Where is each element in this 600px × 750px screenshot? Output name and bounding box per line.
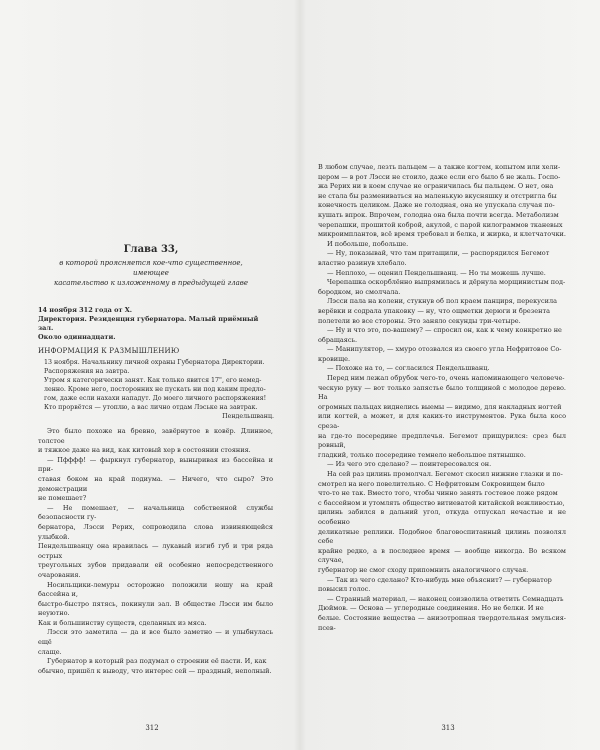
text-line: деликатные реплики. Подобное благовоспитанный цилинь позволял себе (318, 527, 566, 546)
text-line: или когтей, а может, и для каких-то инструментов. Рука была косо среза- (318, 412, 566, 431)
text-line: гладкий, только посередине темнело небольшое пятнышко. (318, 450, 526, 459)
text-line: Как и большинству существ, сделанных из мяса. (38, 618, 207, 627)
text-line: что-то не так. Вместо того, чтобы чинно занять гостевое ложе рядом (318, 489, 558, 498)
text-line: Дюймов. — Основа — углеродные соединения. Но не белки. И не (318, 604, 544, 613)
text-line: Носильщики-лемуры осторожно положили ношу на край бассейна и, (38, 580, 273, 599)
text-line: не стала бы размениваться на маленькую вкусняшку и отстригла бы (318, 191, 557, 200)
text-line: треугольных зубов придавали ей особенно непосредственного очарования. (38, 561, 273, 579)
text-line: цилинь забился в дальний угол, откуда отпускал нечастые и не особенно (318, 508, 566, 526)
info-line: гом, даже если нахахи нападут. До моего личного распоряжения! (44, 395, 267, 402)
text-line: властно разинув хлебало. (318, 258, 407, 267)
right-page (304, 0, 594, 750)
text-line: бернатора, Лэсси Рерих, сопроводила слова извиняющейся улыбкой. (38, 522, 273, 541)
text-line: — Пфффф! — фыркнул губернатор, выныривая из бассейна и при- (38, 455, 273, 474)
text-line: и тяжкое даже на вид, как китовый хер в состоянии стояния. (38, 446, 251, 455)
info-signature: Пендельшванц. (222, 413, 274, 420)
text-line: кушать впрок. Впрочем, голодна она была почти всегда. Метаболизм (318, 210, 559, 219)
location-line: Директория. Резиденция губернатора. Малый приёмный зал. (38, 315, 259, 332)
chapter-subtitle-line: в которой проясняется кое-что существенное, имеющее (59, 259, 243, 277)
text-line: смотрел на него повелительно. С Нефритовым Сокровищем было (318, 479, 545, 488)
text-line: На сей раз цилинь промолчал. Бегемот скосил нижние глазки и по- (327, 470, 563, 478)
text-line: быстро-быстро пятясь, покинули зал. В обществе Лэсси им было неуютно. (38, 599, 273, 618)
chapter-title: Глава 33, (123, 244, 179, 255)
text-line: крайне редко, а в последнее время — вообще никогда. Во всяком случае, (318, 546, 566, 565)
info-line: ленно. Кроме него, посторонних не пускать ни под каким предло- (44, 386, 266, 393)
text-line: бородком, но смолчала. (318, 287, 401, 296)
right-body-text (318, 163, 566, 633)
text-line: черепашки, прошитой коброй, акулой, с парой килограммов тканевых (318, 220, 563, 229)
text-line: не помешает? (38, 494, 87, 503)
text-line: Губернатор в который раз подумал о строении её пасти. И, как (47, 657, 267, 666)
text-line: цером — в рот Лэсси не стоило, даже если его было б не жаль. Госпо- (318, 172, 561, 181)
text-line: кровище. (318, 354, 351, 363)
text-line: повысил голос. (318, 585, 371, 594)
left-body-text (38, 427, 273, 676)
text-line: обращаясь. (318, 335, 358, 344)
text-line: на где-то посередине предплечья. Бегемот прищурился: срез был ровный, (318, 431, 566, 450)
text-line: конечность целиком. Даже не голодная, она не упускала случая по- (318, 201, 555, 210)
text-line: губернатор не смог сходу припомнить аналогичного случая. (318, 565, 529, 574)
date-location-block (38, 306, 268, 342)
text-line: — Манипулятор, — хмуро отозвался из своего угла Нефритовое Со- (327, 345, 562, 354)
text-line: Лэсси пала на колени, стукнув об пол краем панциря, перекусила (327, 297, 557, 306)
text-line: — Похоже на то, — согласился Пендельшванц. (327, 364, 490, 373)
info-line: Утром я категорически занят. Как только явится 17", его немед- (44, 377, 262, 384)
text-line: Лэсси это заметила — да и все было заметно — и улыбнулась ещё (38, 628, 273, 647)
text-line: белые. Состояние вещества — анизотропная твердотельная эмульсия-псев- (318, 613, 566, 632)
text-line: — Из чего это сделано? — поинтересовался он. (327, 460, 492, 469)
text-line: — Не помешает, — начальница собственной службы безопасности гу- (38, 503, 273, 522)
text-line: с бассейном и утомлять общество витиеватой китайской вежливостью, (318, 498, 565, 507)
text-line: — Странный материал, — наконец соизволила ответить Семнадцать (327, 594, 564, 603)
text-line: полетели во все стороны. Это заняло секунды три-четыре. (318, 316, 521, 325)
text-line: — Ну, показывай, что там притащили, — распорядился Бегемот (327, 249, 550, 258)
info-note (44, 358, 274, 421)
text-line: — Так из чего сделано? Кто-нибудь мне объяснит? — губернатор (327, 575, 552, 584)
text-line: верёвки и содрала упаковку — ну, что ощметки дерюги и брезента (318, 306, 550, 315)
page-number: 313 (441, 724, 455, 732)
left-page (6, 0, 296, 750)
text-line: Черепашка оскорблённо выпрямилась и дёрнула морщинистым под- (327, 278, 566, 287)
chapter-subtitle (46, 258, 256, 288)
text-line: Пендельшванцу она нравилась — лукавый изгиб губ и три ряда острых (38, 542, 273, 560)
page-number: 312 (145, 724, 159, 732)
info-line: Распоряжения на завтра. (44, 368, 130, 375)
text-line: жа Рерих ни в коем случае не ограничилась бы пальцем. О нет, она (318, 182, 554, 191)
text-line: слаще. (38, 647, 62, 656)
text-line: Перед ним лежал обрубок чего-то, очень напоминающего человече- (327, 374, 565, 383)
info-line: 13 ноября. Начальнику личной охраны Губернатора Директории. (44, 359, 265, 366)
text-line: — Ну и что это, по-вашему? — спросил он, как к чему конкретно не (327, 326, 562, 335)
text-line: ставая боком на край подиума. — Ничего, что сыро? Это демонстрации (38, 474, 273, 493)
text-line: ческую руку — вот только запястье было толщиной с молодое дерево. На (318, 383, 566, 402)
chapter-subtitle-line: касательство к изложенному в предыдущей главе (54, 279, 248, 287)
info-heading: ИНФОРМАЦИЯ К РАЗМЫШЛЕНИЮ (38, 347, 180, 355)
text-line: Это было похоже на бревно, завёрнутое в ковёр. Длинное, толстое (38, 427, 273, 445)
time-line: Около одиннадцати. (38, 333, 116, 341)
text-line: В любом случае, лезть пальцем — а также когтем, копытом или хели- (318, 163, 561, 171)
text-line: обычно, пришёл к выводу, что интерес сей — праздный, неполный. (38, 666, 272, 675)
info-line: Кто прорвётся — утоплю, а вас лично отдам Лэське на завтрак. (44, 404, 258, 411)
text-line: микроимплантов, всё время требовал и белка, и жирка, и клетчаточки. (318, 230, 566, 239)
text-line: И побольше, побольше. (327, 239, 409, 248)
text-line: — Неплохо, — оценил Пендельшванц. — Но ты можешь лучше. (327, 268, 546, 277)
text-line: огромных пальцах виднелись выемы — видимо, для накладных ногтей (318, 402, 562, 411)
date-line: 14 ноября 312 года от Х. (38, 306, 133, 314)
